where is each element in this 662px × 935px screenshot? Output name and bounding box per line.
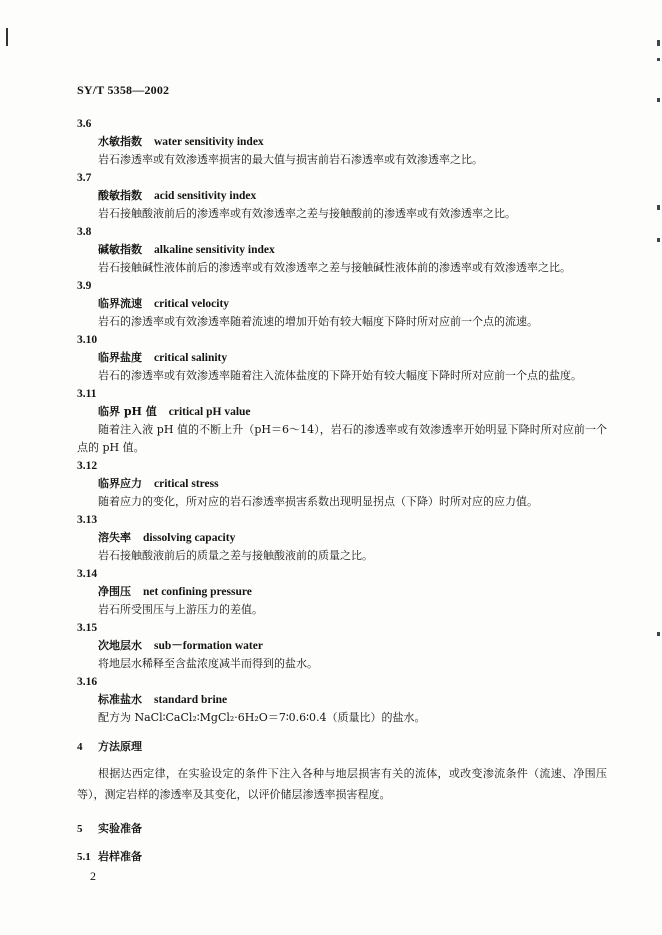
clause-number: 3.11	[77, 388, 97, 400]
term-definition: 随着注入液 pH 值的不断上升（pH＝6～14），岩石的渗透率或有效渗透率开始明显下降时所对应前一个点的 pH 值。	[77, 423, 607, 454]
term-english: critical salinity	[154, 352, 228, 364]
term-chinese: 临界盐度	[98, 351, 142, 364]
term-heading	[98, 475, 607, 493]
term-chinese: 溶失率	[98, 531, 131, 544]
term-chinese: 净围压	[98, 585, 131, 598]
term-heading	[98, 295, 607, 313]
term-definition: 岩石的渗透率或有效渗透率随着注入流体盐度的下降开始有较大幅度下降时所对应前一个点的盐度。	[98, 369, 582, 382]
term-heading	[98, 691, 607, 709]
clause-number: 3.16	[77, 676, 98, 688]
term-heading	[98, 133, 607, 151]
term-chinese: 临界应力	[98, 477, 142, 490]
term-heading	[98, 637, 607, 655]
term-heading	[98, 241, 607, 259]
clause-number: 3.9	[77, 280, 92, 292]
term-chinese: 标准盐水	[98, 693, 142, 706]
term-chinese: 临界 pH 值	[98, 405, 157, 418]
term-definition: 随着应力的变化，所对应的岩石渗透率损害系数出现明显拐点（下降）时所对应的应力值。	[98, 495, 538, 508]
term-english: sub－formation water	[154, 640, 263, 652]
clause-number: 3.12	[77, 460, 98, 472]
term-definition: 配方为 NaCl∶CaCl₂∶MgCl₂·6H₂O＝7∶0.6∶0.4（质量比）的盐水。	[98, 711, 426, 724]
term-chinese: 酸敏指数	[98, 189, 142, 202]
clause-number: 3.13	[77, 514, 98, 526]
term-english: acid sensitivity index	[154, 190, 257, 202]
term-heading	[98, 583, 607, 601]
section-number: 5	[77, 823, 83, 835]
section-number: 4	[77, 741, 83, 753]
definitions-list	[77, 116, 607, 867]
term-chinese: 碱敏指数	[98, 243, 142, 256]
term-definition: 将地层水稀释至含盐浓度减半而得到的盐水。	[98, 657, 318, 670]
clause-number: 3.14	[77, 568, 98, 580]
section-heading-4	[77, 737, 607, 757]
term-definition: 岩石所受围压与上游压力的差值。	[98, 603, 263, 616]
term-english: dissolving capacity	[143, 532, 236, 544]
document-code-header: SY/T 5358—2002	[77, 83, 170, 97]
section-number: 5.1	[77, 851, 91, 863]
clause-number: 3.6	[77, 118, 92, 130]
section-title: 方法原理	[98, 740, 142, 753]
term-english: net confining pressure	[143, 586, 252, 598]
term-english: alkaline sensitivity index	[154, 244, 275, 256]
term-heading	[98, 403, 607, 421]
term-heading	[98, 529, 607, 547]
section-title: 岩样准备	[98, 850, 142, 863]
term-english: water sensitivity index	[154, 136, 264, 148]
term-definition: 岩石接触酸液前后的渗透率或有效渗透率之差与接触酸前的渗透率或有效渗透率之比。	[98, 207, 516, 220]
section-title: 实验准备	[98, 822, 142, 835]
term-chinese: 次地层水	[98, 639, 142, 652]
page-number: 2	[90, 869, 96, 883]
right-margin-marks	[650, 0, 660, 935]
term-heading	[98, 187, 607, 205]
clause-number: 3.10	[77, 334, 98, 346]
clause-number: 3.7	[77, 172, 92, 184]
method-principle-paragraph: 根据达西定律，在实验设定的条件下注入各种与地层损害有关的流体，或改变渗流条件（流速、净围压等），测定岩样的渗透率及其变化，以评价储层渗透率损害程度。	[77, 767, 607, 801]
term-english: standard brine	[154, 694, 228, 706]
term-definition: 岩石接触碱性液体前后的渗透率或有效渗透率之差与接触碱性液体前的渗透率或有效渗透率之比。	[98, 261, 571, 274]
clause-number: 3.15	[77, 622, 98, 634]
term-definition: 岩石渗透率或有效渗透率损害的最大值与损害前岩石渗透率或有效渗透率之比。	[98, 153, 483, 166]
left-edge-mark	[6, 28, 8, 46]
term-heading	[98, 349, 607, 367]
term-english: critical velocity	[154, 298, 230, 310]
term-english: critical pH value	[168, 406, 251, 418]
term-definition: 岩石接触酸液前后的质量之差与接触酸液前的质量之比。	[98, 549, 373, 562]
term-chinese: 水敏指数	[98, 135, 142, 148]
clause-number: 3.8	[77, 226, 92, 238]
section-heading-5	[77, 819, 607, 839]
section-heading-5-1	[77, 847, 607, 867]
term-chinese: 临界流速	[98, 297, 142, 310]
term-definition: 岩石的渗透率或有效渗透率随着流速的增加开始有较大幅度下降时所对应前一个点的流速。	[98, 315, 538, 328]
term-english: critical stress	[154, 478, 219, 490]
